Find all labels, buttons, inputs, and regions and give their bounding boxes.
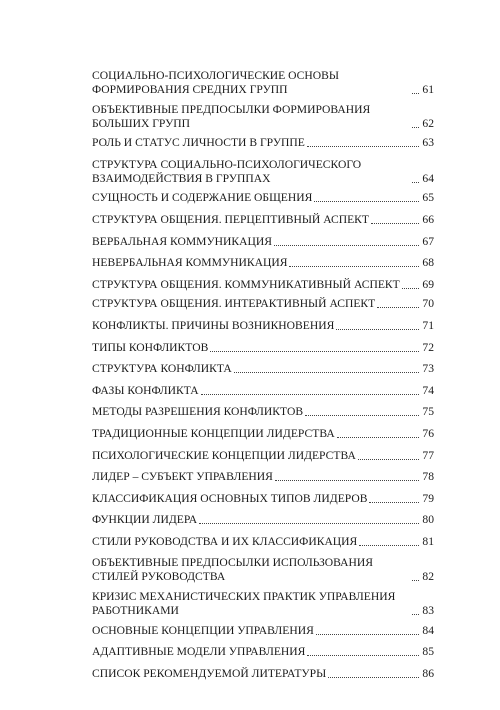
toc-entry-page-number: 78	[422, 470, 434, 484]
toc-entry	[92, 384, 434, 398]
toc-entry	[92, 158, 434, 186]
toc-entry-page-number: 70	[422, 297, 434, 311]
toc-entry-page-number: 82	[422, 570, 434, 584]
toc-entry-page-number: 68	[422, 256, 434, 270]
toc-entry-page-number: 65	[422, 191, 434, 205]
dot-leader	[328, 677, 419, 678]
toc-entry-title: СТРУКТУРА ОБЩЕНИЯ. ПЕРЦЕПТИВНЫЙ АСПЕКТ	[92, 212, 369, 226]
toc-entry-page-number: 73	[422, 362, 434, 376]
dot-leader	[371, 223, 419, 224]
dot-leader	[274, 245, 419, 246]
toc-entry-page-number: 80	[422, 513, 434, 527]
toc-entry-page-number: 69	[422, 277, 434, 291]
toc-entry	[92, 427, 434, 441]
dot-leader	[201, 394, 420, 395]
toc-entry-title: ЛИДЕР – СУБЪЕКТ УПРАВЛЕНИЯ	[92, 470, 273, 484]
toc-entry	[92, 590, 434, 618]
toc-entry	[92, 362, 434, 376]
toc-entry-title: ОСНОВНЫЕ КОНЦЕПЦИИ УПРАВЛЕНИЯ	[92, 623, 314, 637]
dot-leader	[358, 459, 420, 460]
toc-entry-title: ОБЪЕКТИВНЫЕ ПРЕДПОСЫЛКИ ФОРМИРОВАНИЯ БОЛЬШИХ ГРУПП	[92, 102, 371, 130]
toc-entry-title: СТРУКТУРА КОНФЛИКТА	[92, 362, 232, 376]
toc-entry	[92, 405, 434, 419]
dot-leader	[412, 182, 419, 183]
toc-entry-page-number: 61	[422, 83, 434, 96]
toc-entry-title: ВЕРБАЛЬНАЯ КОММУНИКАЦИЯ	[92, 234, 273, 248]
toc-entry-title: СТРУКТУРА СОЦИАЛЬНО-ПСИХОЛОГИЧЕСКОГО ВЗАИМОДЕЙСТВИЯ В ГРУППАХ	[92, 157, 362, 185]
toc-entry-title: ТИПЫ КОНФЛИКТОВ	[92, 340, 209, 354]
toc-entry-title: АДАПТИВНЫЕ МОДЕЛИ УПРАВЛЕНИЯ	[92, 645, 306, 659]
toc-entry	[92, 513, 434, 527]
dot-leader	[275, 480, 420, 481]
table-of-contents	[92, 69, 434, 688]
toc-entry-title: СТРУКТУРА ОБЩЕНИЯ. КОММУНИКАТИВНЫЙ АСПЕКТ	[92, 277, 400, 291]
dot-leader	[307, 655, 419, 656]
toc-entry-title: СПИСОК РЕКОМЕНДУЕМОЙ ЛИТЕРАТУРЫ	[92, 666, 327, 680]
dot-leader	[412, 580, 419, 581]
toc-entry	[92, 256, 434, 270]
toc-entry-page-number: 76	[422, 426, 434, 440]
toc-entry-page-number: 84	[422, 623, 434, 637]
dot-leader	[402, 288, 420, 289]
dot-leader	[369, 502, 419, 503]
toc-entry	[92, 69, 434, 97]
toc-entry-page-number: 67	[422, 234, 434, 248]
toc-entry-page-number: 63	[422, 136, 434, 150]
toc-entry	[92, 103, 434, 131]
dot-leader	[412, 93, 419, 94]
toc-entry-page-number: 75	[422, 405, 434, 419]
toc-entry	[92, 645, 434, 659]
dot-leader	[314, 201, 419, 202]
toc-entry	[92, 667, 434, 681]
dot-leader	[336, 329, 419, 330]
toc-entry-title: ФАЗЫ КОНФЛИКТА	[92, 383, 199, 397]
toc-entry-title: ТРАДИЦИОННЫЕ КОНЦЕПЦИИ ЛИДЕРСТВА	[92, 426, 335, 440]
toc-entry	[92, 191, 434, 205]
dot-leader	[377, 307, 419, 308]
toc-entry-page-number: 74	[422, 383, 434, 397]
dot-leader	[412, 127, 419, 128]
dot-leader	[305, 415, 419, 416]
toc-entry	[92, 449, 434, 463]
toc-entry-title: СТИЛИ РУКОВОДСТВА И ИХ КЛАССИФИКАЦИЯ	[92, 534, 358, 548]
toc-entry	[92, 213, 434, 227]
toc-entry-title: ФУНКЦИИ ЛИДЕРА	[92, 513, 198, 527]
toc-entry-page-number: 62	[422, 116, 434, 130]
toc-entry-title: СТРУКТУРА ОБЩЕНИЯ. ИНТЕРАКТИВНЫЙ АСПЕКТ	[92, 297, 376, 311]
toc-entry-page-number: 81	[422, 534, 434, 548]
dot-leader	[337, 437, 420, 438]
dot-leader	[307, 146, 420, 147]
toc-entry	[92, 136, 434, 150]
toc-entry-title: КЛАССИФИКАЦИЯ ОСНОВНЫХ ТИПОВ ЛИДЕРОВ	[92, 491, 368, 505]
toc-entry-title: ПСИХОЛОГИЧЕСКИЕ КОНЦЕПЦИИ ЛИДЕРСТВА	[92, 448, 356, 462]
dot-leader	[199, 523, 419, 524]
dot-leader	[412, 614, 419, 615]
toc-entry-page-number: 71	[422, 318, 434, 332]
toc-entry	[92, 297, 434, 311]
toc-entry	[92, 492, 434, 506]
toc-entry-page-number: 72	[422, 340, 434, 354]
toc-entry	[92, 470, 434, 484]
toc-entry-page-number: 83	[422, 604, 434, 618]
toc-entry	[92, 556, 434, 584]
toc-entry-title: КРИЗИС МЕХАНИСТИЧЕСКИХ ПРАКТИК УПРАВЛЕНИЯ РАБОТНИКАМИ	[92, 590, 396, 618]
toc-entry-page-number: 79	[422, 491, 434, 505]
toc-entry-title: СУЩНОСТЬ И СОДЕРЖАНИЕ ОБЩЕНИЯ	[92, 191, 313, 205]
toc-entry-page-number: 64	[422, 171, 434, 185]
dot-leader	[359, 545, 419, 546]
toc-entry	[92, 341, 434, 355]
toc-entry-title: НЕВЕРБАЛЬНАЯ КОММУНИКАЦИЯ	[92, 256, 288, 270]
dot-leader	[289, 266, 419, 267]
toc-entry-title: РОЛЬ И СТАТУС ЛИЧНОСТИ В ГРУППЕ	[92, 136, 305, 150]
toc-entry-page-number: 86	[422, 666, 434, 680]
toc-entry-title: СОЦИАЛЬНО-ПСИХОЛОГИЧЕСКИЕ ОСНОВЫ ФОРМИРОВАНИЯ СРЕДНИХ ГРУПП	[92, 69, 339, 96]
toc-entry-title: ОБЪЕКТИВНЫЕ ПРЕДПОСЫЛКИ ИСПОЛЬЗОВАНИЯ СТИЛЕЙ РУКОВОДСТВА	[92, 556, 374, 584]
toc-entry-page-number: 85	[422, 645, 434, 659]
toc-entry-page-number: 77	[422, 448, 434, 462]
dot-leader	[210, 351, 419, 352]
toc-entry-title: КОНФЛИКТЫ. ПРИЧИНЫ ВОЗНИКНОВЕНИЯ	[92, 318, 335, 332]
toc-entry	[92, 278, 434, 292]
toc-entry	[92, 535, 434, 549]
toc-entry	[92, 319, 434, 333]
toc-entry	[92, 235, 434, 249]
toc-entry-title: МЕТОДЫ РАЗРЕШЕНИЯ КОНФЛИКТОВ	[92, 405, 304, 419]
toc-entry-page-number: 66	[422, 212, 434, 226]
dot-leader	[316, 634, 420, 635]
toc-entry	[92, 624, 434, 638]
dot-leader	[234, 372, 420, 373]
